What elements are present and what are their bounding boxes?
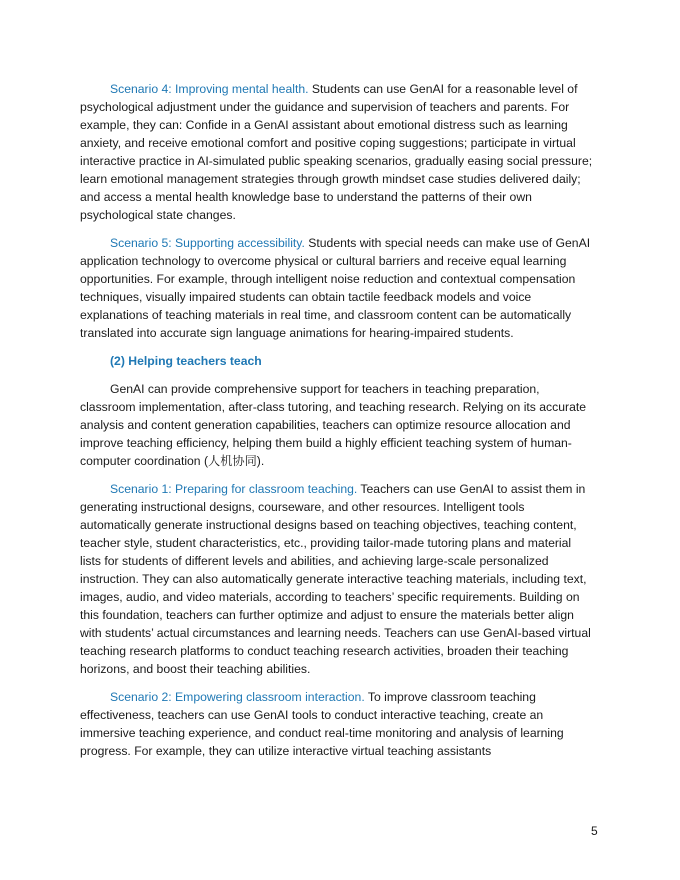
- page-number: 5: [591, 824, 598, 838]
- teacher-scenario-1-body: Teachers can use GenAI to assist them in generating instructional designs, courseware, and other resources. Intelligent tools automatically generate instructional designs based on teaching objectives, teaching content, teacher style, student characteristics, etc., providing tailor-made tutoring plans and material lists for students of different levels and abilities, and achieving large-scale personalized instruction. They can also automatically generate interactive teaching materials, including text, images, audio, and video materials, according to teachers’ specific requirements. Building on this foundation, teachers can further optimize and adjust to ensure the materials better align with students’ actual circumstances and learning needs. Teachers can use GenAI-based virtual teaching research platforms to conduct teaching research activities, broaden their teaching horizons, and boost their teaching abilities.: [80, 482, 591, 676]
- paragraph-scenario-4: [80, 80, 595, 224]
- paragraph-intro: GenAI can provide comprehensive support for teachers in teaching preparation, classroom implementation, after-class tutoring, and teaching research. Relying on its accurate analysis and content generation capabilities, teachers can optimize resource allocation and improve teaching efficiency, helping them build a highly efficient teaching system of human-computer coordination (人机协同).: [80, 382, 587, 468]
- teacher-scenario-2-body: To improve classroom teaching effectiveness, teachers can use GenAI tools to conduct interactive teaching, create an immersive teaching experience, and conduct real-time monitoring and analysis of learning progress. For example, they can utilize interactive virtual teaching assistants: [80, 690, 564, 758]
- scenario-4-body: Students can use GenAI for a reasonable level of psychological adjustment under the guidance and supervision of teachers and parents. For example, they can: Confide in a GenAI assistant about emotional distress such as learning anxiety, and receive emotional comfort and positive coping suggestions; participate in virtual interactive practice in AI-simulated public speaking scenarios, gradually easing social pressure; learn emotional management strategies through growth mindset case studies delivered daily; and access a mental health knowledge base to understand the patterns of their own psychological state changes.: [80, 82, 593, 222]
- paragraph-teacher-scenario-2: [80, 688, 595, 760]
- document-page: [80, 80, 595, 770]
- scenario-4-title: Scenario 4: Improving mental health.: [110, 82, 309, 96]
- paragraph-scenario-5: [80, 234, 595, 342]
- scenario-5-body: Students with special needs can make use of GenAI application technology to overcome physical or cultural barriers and receive equal learning opportunities. For example, through intelligent noise reduction and contextual compensation techniques, visually impaired students can obtain tactile feedback models and voice explanations of teaching materials in real time, and classroom content can be automatically translated into accurate sign language animations for hearing-impaired students.: [80, 236, 591, 340]
- teacher-scenario-2-title: Scenario 2: Empowering classroom interaction.: [110, 690, 365, 704]
- section-heading: (2) Helping teachers teach: [110, 354, 262, 368]
- paragraph-teacher-scenario-1: [80, 480, 595, 678]
- teacher-scenario-1-title: Scenario 1: Preparing for classroom teaching.: [110, 482, 358, 496]
- scenario-5-title: Scenario 5: Supporting accessibility.: [110, 236, 305, 250]
